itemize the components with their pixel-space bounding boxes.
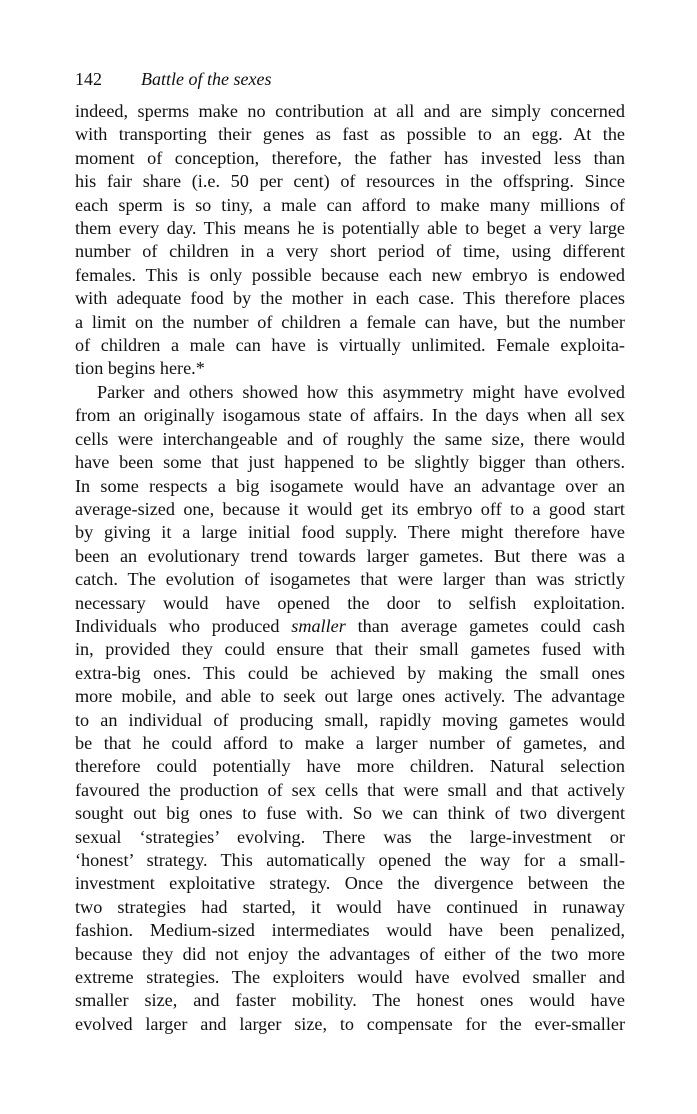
text-line: two strategies had started, it would have continued in runaway xyxy=(75,896,625,917)
text-line xyxy=(75,615,625,638)
text-line: sought out big ones to fuse with. So we can think of two divergent xyxy=(75,803,625,824)
text-line: females. This is only possible because each new embryo is endowed xyxy=(75,264,625,285)
running-head xyxy=(75,68,625,92)
paragraph-2 xyxy=(75,381,625,1036)
text-line: in, provided they could ensure that their small gametes fused with xyxy=(75,639,625,660)
page-number: 142 xyxy=(75,69,102,89)
text-line: of children a male can have is virtually unlimited. Female exploita- xyxy=(75,335,625,356)
text-line: been an evolutionary trend towards larger gametes. But there was a xyxy=(75,545,625,566)
text-line: number of children in a very short period of time, using different xyxy=(75,241,625,262)
text-line: sexual ‘strategies’ evolving. There was the large-investment or xyxy=(75,826,625,847)
text-line: average-sized one, because it would get its embryo off to a good start xyxy=(75,498,625,519)
text-fragment: Individuals who produced xyxy=(75,615,292,636)
emphasized-word: smaller xyxy=(291,615,346,636)
text-line: Parker and others showed how this asymmetry might have evolved xyxy=(97,381,625,402)
text-line: catch. The evolution of isogametes that were larger than was strictly xyxy=(75,569,625,590)
text-line: with adequate food by the mother in each case. This therefore places xyxy=(75,288,625,309)
text-line: moment of conception, therefore, the father has invested less than xyxy=(75,147,625,168)
text-line: because they did not enjoy the advantages of either of the two more xyxy=(75,943,625,964)
text-line: investment exploitative strategy. Once the divergence between the xyxy=(75,873,625,894)
text-line: by giving it a large initial food supply. There might therefore have xyxy=(75,522,625,543)
text-line: ‘honest’ strategy. This automatically opened the way for a small- xyxy=(75,850,625,870)
text-line: with transporting their genes as fast as possible to an egg. At the xyxy=(75,124,625,145)
text-line: extra-big ones. This could be achieved by making the small ones xyxy=(75,662,625,683)
text-line: In some respects a big isogamete would have an advantage over an xyxy=(75,475,625,496)
book-page xyxy=(75,68,625,1036)
text-line: them every day. This means he is potentially able to beget a very large xyxy=(75,218,625,239)
text-line: each sperm is so tiny, a male can afford to make many millions of xyxy=(75,194,625,215)
text-line: more mobile, and able to seek out large ones actively. The advantage xyxy=(75,686,625,707)
text-line: fashion. Medium-sized intermediates would have been penalized, xyxy=(75,920,625,941)
text-line: indeed, sperms make no contribution at all and are simply concerned xyxy=(75,101,625,121)
text-line: smaller size, and faster mobility. The honest ones would have xyxy=(75,990,625,1011)
text-line: necessary would have opened the door to selfish exploitation. xyxy=(75,592,625,613)
text-line: extreme strategies. The exploiters would have evolved smaller and xyxy=(75,967,625,988)
text-line: be that he could afford to make a larger number of gametes, and xyxy=(75,732,625,753)
section-title: Battle of the sexes xyxy=(141,69,272,89)
text-line: from an originally isogamous state of affairs. In the days when all sex xyxy=(75,405,625,426)
text-line: favoured the production of sex cells that were small and that actively xyxy=(75,779,625,800)
text-line: his fair share (i.e. 50 per cent) of resources in the offspring. Since xyxy=(75,171,625,192)
paragraph-1 xyxy=(75,100,625,381)
text-fragment: than average gametes could cash xyxy=(345,615,625,636)
text-line: to an individual of producing small, rapidly moving gametes would xyxy=(75,709,625,730)
text-line: cells were interchangeable and of roughly the same size, there would xyxy=(75,428,625,449)
text-line: evolved larger and larger size, to compensate for the ever-smaller xyxy=(75,1013,625,1034)
text-line: have been some that just happened to be slightly bigger than others. xyxy=(75,452,625,473)
body-text xyxy=(75,100,625,1036)
text-line: tion begins here.* xyxy=(75,358,205,379)
text-line: a limit on the number of children a female can have, but the number xyxy=(75,311,625,332)
text-line: therefore could potentially have more children. Natural selection xyxy=(75,756,625,777)
